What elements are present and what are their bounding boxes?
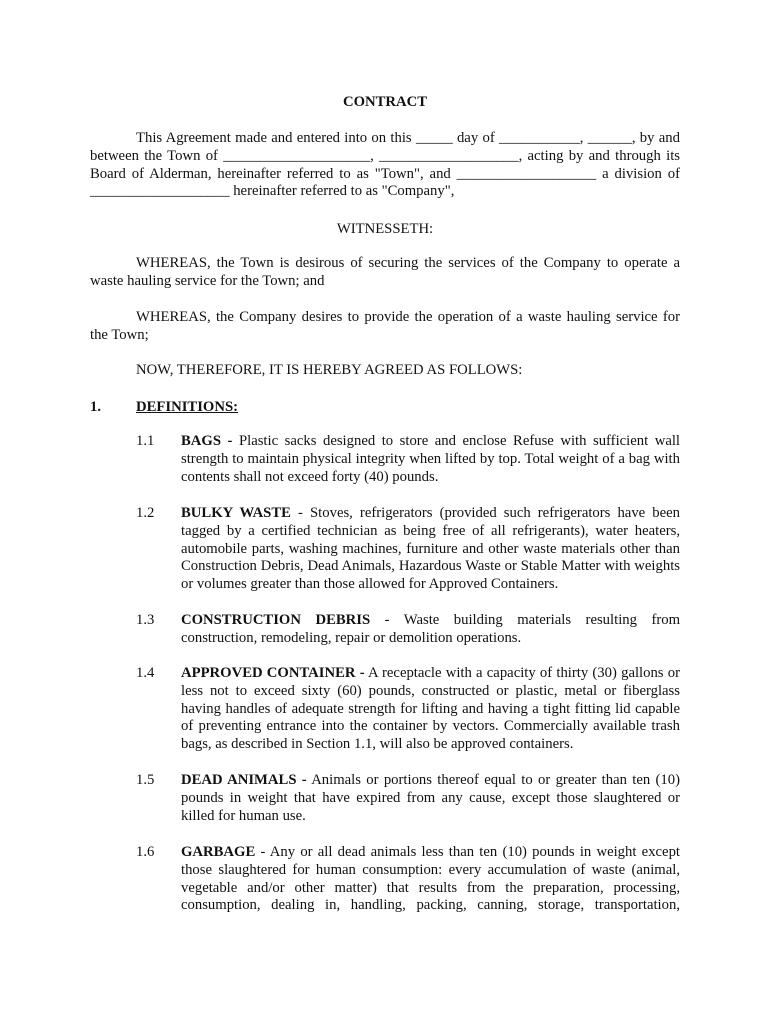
definition-text: A receptacle with a capacity of thirty (30) gallons or less not to exceed sixty (60) pounds, constructed or plastic, metal or fiberglass having handles of adequate strength for lifting and having a tight fitting lid capable of preventing entrance into the container by vectors. Commercially available trash bags, as described in Section 1.1, will also be approved containers.	[181, 665, 680, 753]
definition-number: 1.2	[136, 505, 155, 521]
section-number: 1.	[90, 399, 102, 415]
opening-paragraph: This Agreement made and entered into on this _____ day of ___________, ______, by and between the Town of ____________________, ___________________, acting by and through its Board of Alderman, hereinafter referred to as "Town", and ___________________ a division of ___________________ hereinafter referred to as "Company",	[90, 130, 680, 200]
whereas-paragraph-2: WHEREAS, the Company desires to provide the operation of a waste hauling service for the Town;	[90, 309, 680, 343]
definition-item	[181, 772, 680, 825]
definition-text: - Any or all dead animals less than ten (10) pounds in weight except those slaughtered for human consumption: every accumulation of waste (animal, vegetable and/or other matter) that results from the preparation, processing, consumption, dealing in, handling, packing, canning, storage, transportation,	[181, 844, 681, 914]
definition-item	[181, 505, 680, 594]
definition-item	[181, 433, 680, 486]
definition-number: 1.6	[136, 844, 155, 860]
witnesseth-heading: WITNESSETH:	[336, 221, 434, 237]
definition-text: Plastic sacks designed to store and enclose Refuse with sufficient wall strength to maintain physical integrity when lifted by top. Total weight of a bag with contents shall not exceed forty (40) pounds.	[181, 433, 681, 485]
definition-number: 1.3	[136, 612, 155, 628]
definition-text: Animals or portions thereof equal to or greater than ten (10) pounds in weight that have expired from any cause, except those slaughtered or killed for human use.	[181, 772, 680, 824]
section-title: DEFINITIONS:	[136, 399, 239, 415]
definition-item	[181, 612, 680, 648]
whereas-paragraph-1: WHEREAS, the Town is desirous of securing the services of the Company to operate a waste hauling service for the Town; and	[90, 255, 680, 289]
definition-term: CONSTRUCTION DEBRIS	[181, 612, 371, 628]
definition-term: BULKY WASTE	[181, 505, 291, 521]
definition-number: 1.5	[136, 772, 155, 788]
definition-item	[181, 665, 680, 754]
now-therefore-paragraph: NOW, THEREFORE, IT IS HEREBY AGREED AS FOLLOWS:	[136, 362, 523, 378]
definition-term: DEAD ANIMALS -	[181, 772, 307, 788]
definition-text: - Stoves, refrigerators (provided such refrigerators have been tagged by a certified technician as being free of all refrigerants), water heaters, automobile parts, washing machines, furniture and other waste materials other than Construction Debris, Dead Animals, Hazardous Waste or Stable Matter with weights or volumes greater than those allowed for Approved Containers.	[181, 505, 680, 593]
definition-term: GARBAGE	[181, 844, 256, 860]
definition-item	[181, 844, 680, 915]
definition-number: 1.4	[136, 665, 155, 681]
definition-term: BAGS -	[181, 433, 233, 449]
document-title: CONTRACT	[342, 94, 428, 110]
definition-text: - Waste building materials resulting from construction, remodeling, repair or demolition operations.	[181, 612, 680, 646]
definition-number: 1.1	[136, 433, 155, 449]
definition-term: APPROVED CONTAINER -	[181, 665, 365, 681]
